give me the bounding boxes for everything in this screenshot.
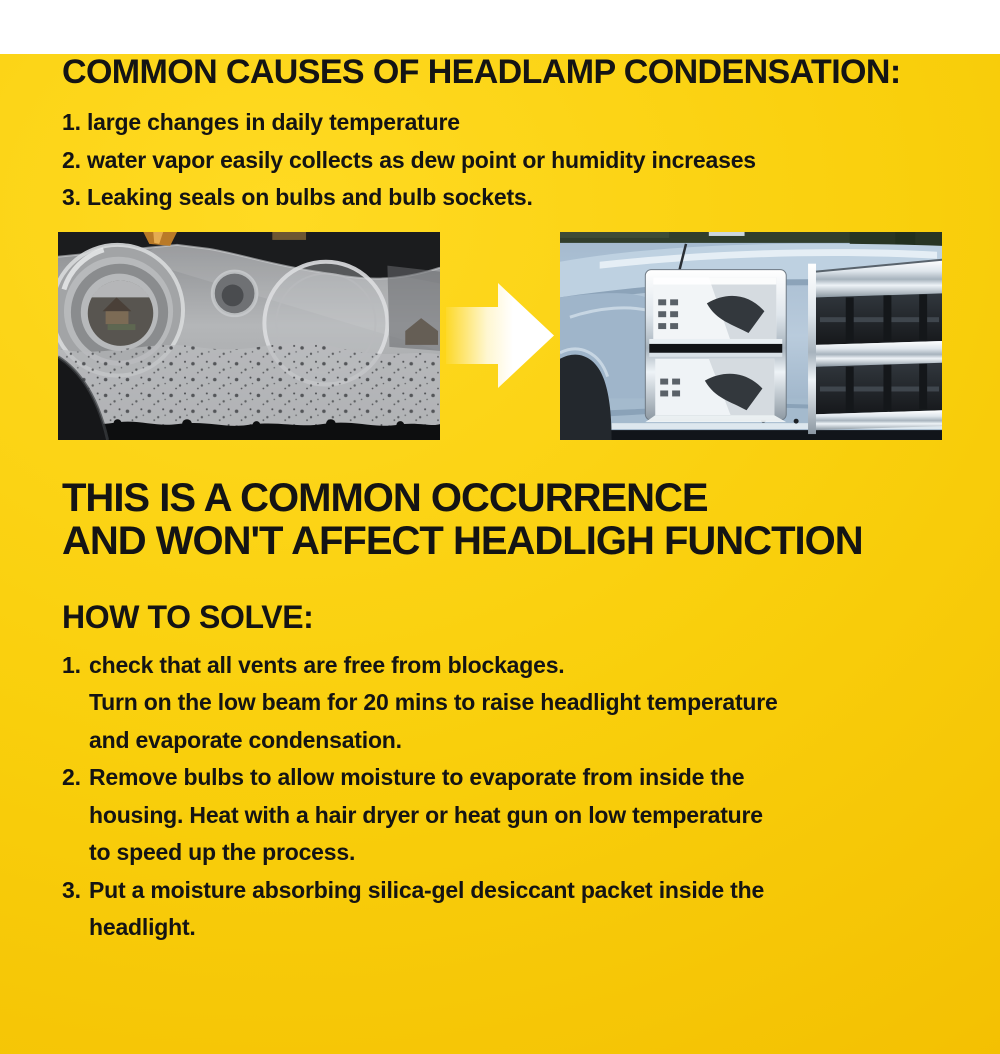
right-arrow-icon: [446, 283, 554, 388]
solve-step-2: [62, 759, 960, 872]
infographic-page: [0, 54, 1000, 1054]
solve-step-1: [62, 647, 960, 760]
cause-item-1: 1. large changes in daily temperature: [62, 109, 460, 135]
before-photo-condensed-headlight: [58, 232, 440, 440]
solve-steps-list: [62, 647, 960, 947]
step-number: 1.: [62, 651, 81, 678]
solve-step-3: [62, 872, 960, 947]
step-line: Put a moisture absorbing silica-gel desiccant packet inside the: [89, 876, 765, 903]
causes-title: COMMON CAUSES OF HEADLAMP CONDENSATION:: [62, 53, 901, 91]
statement-line-1: THIS IS A COMMON OCCURRENCE: [62, 475, 708, 520]
step-line: Turn on the low beam for 20 mins to raise headlight temperature: [89, 689, 778, 715]
cause-item-2: 2. water vapor easily collects as dew point or humidity increases: [62, 146, 756, 173]
statement-line-2: AND WON'T AFFECT HEADLIGH FUNCTION: [62, 518, 863, 563]
arrow-container: [440, 232, 560, 440]
condensed-headlight-illustration: [58, 232, 440, 440]
step-number: 2.: [62, 764, 81, 790]
step-line: housing. Heat with a hair dryer or heat gun on low temperature: [89, 801, 763, 828]
step-line: check that all vents are free from blockages.: [89, 651, 565, 678]
causes-list: [62, 104, 960, 217]
step-line: to speed up the process.: [89, 839, 356, 865]
clear-truck-headlight-illustration: [560, 232, 942, 440]
after-photo-clear-truck-headlight: [560, 232, 942, 440]
step-number: 3.: [62, 876, 81, 903]
cause-item-3: 3. Leaking seals on bulbs and bulb sockets.: [62, 184, 533, 210]
how-to-solve-title: HOW TO SOLVE:: [62, 598, 314, 635]
step-line: headlight.: [89, 914, 196, 940]
before-after-comparison: [58, 232, 942, 440]
step-line: and evaporate condensation.: [89, 726, 402, 753]
statement-heading: [62, 477, 960, 563]
step-line: Remove bulbs to allow moisture to evaporate from inside the: [89, 764, 745, 790]
